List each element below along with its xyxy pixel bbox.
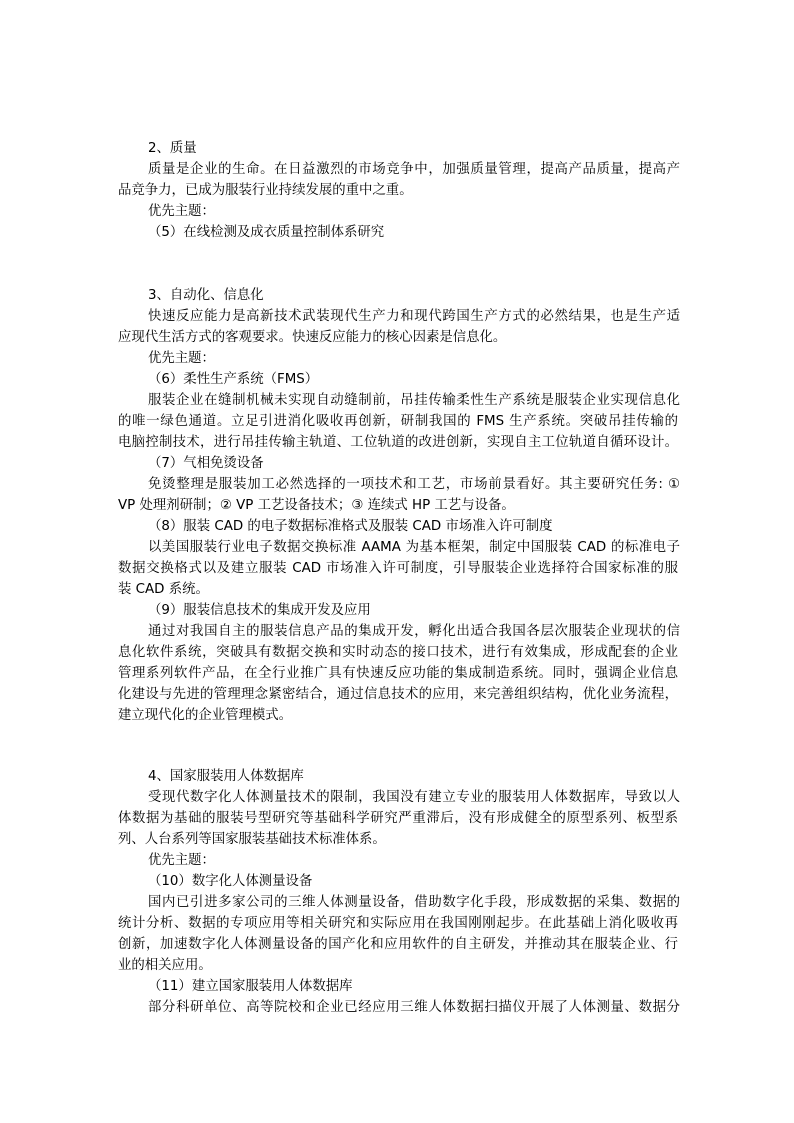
paragraph-line: 业的相关应用。	[118, 958, 212, 973]
paragraph-line: 的唯一绿色通道。立足引进消化吸收再创新，研制我国的 FMS 生产系统。突破吊挂传输的	[118, 414, 678, 429]
paragraph-line: 息化软件系统，突破具有数据交换和实时动态的接口技术，进行有效集成，形成配套的企业	[118, 645, 678, 660]
paragraph-line: 以美国服装行业电子数据交换标准 AAMA 为基本框架，制定中国服装 CAD 的标准电子	[148, 540, 680, 555]
paragraph-line: 品竞争力，已成为服装行业持续发展的重中之重。	[118, 183, 413, 198]
paragraph-line: VP 处理剂研制；② VP 工艺设备技术；③ 连续式 HP 工艺与设备。	[118, 498, 515, 513]
paragraph-line: 数据交换格式以及建立服装 CAD 市场准入许可制度，引导服装企业选择符合国家标准的服	[118, 561, 678, 576]
paragraph-line: 创新，加速数字化人体测量设备的国产化和应用软件的自主研发，并推动其在服装企业、行	[118, 937, 678, 952]
topic-heading: （11）建立国家服装用人体数据库	[148, 979, 353, 994]
topic-heading: （6）柔性生产系统（FMS）	[148, 372, 319, 387]
topic-heading: （9）服装信息技术的集成开发及应用	[148, 603, 371, 618]
paragraph-line: 列、人台系列等国家服装基础技术标准体系。	[118, 832, 386, 847]
paragraph-line: 国内已引进多家公司的三维人体测量设备，借助数字化手段，形成数据的采集、数据的	[148, 895, 680, 910]
paragraph-line: 建立现代化的企业管理模式。	[118, 708, 293, 723]
paragraph-line: 统计分析、数据的专项应用等相关研究和实际应用在我国刚刚起步。在此基础上消化吸收再	[118, 916, 678, 931]
paragraph-line: 快速反应能力是高新技术武装现代生产力和现代跨国生产方式的必然结果，也是生产适	[148, 309, 680, 324]
section-heading-automation: 3、自动化、信息化	[148, 288, 264, 303]
priority-label: 优先主题：	[148, 204, 215, 219]
paragraph-line: 部分科研单位、高等院校和企业已经应用三维人体数据扫描仪开展了人体测量、数据分	[148, 1000, 680, 1015]
topic-heading: （10）数字化人体测量设备	[148, 874, 313, 889]
paragraph-line: 体数据为基础的服装号型研究等基础科学研究严重滞后，没有形成健全的原型系列、板型系	[118, 811, 678, 826]
paragraph-line: 电脑控制技术，进行吊挂传输主轨道、工位轨道的改进创新，实现自主工位轨道自循环设计。	[118, 435, 678, 450]
topic-heading: （7）气相免烫设备	[148, 456, 264, 471]
priority-label: 优先主题：	[148, 351, 215, 366]
paragraph-line: 通过对我国自主的服装信息产品的集成开发，孵化出适合我国各层次服装企业现状的信	[148, 624, 680, 639]
section-heading-quality: 2、质量	[148, 141, 197, 156]
paragraph-line: 质量是企业的生命。在日益激烈的市场竞争中，加强质量管理，提高产品质量，提高产	[148, 162, 680, 177]
paragraph-line: 管理系列软件产品，在全行业推广具有快速反应功能的集成制造系统。同时，强调企业信息	[118, 666, 678, 681]
section-heading-body-database: 4、国家服装用人体数据库	[148, 769, 304, 784]
paragraph-line: 装 CAD 系统。	[118, 582, 209, 597]
paragraph-line: 免烫整理是服装加工必然选择的一项技术和工艺，市场前景看好。其主要研究任务: ①	[148, 477, 680, 492]
topic-heading: （5）在线检测及成衣质量控制体系研究	[148, 225, 385, 240]
paragraph-line: 受现代数字化人体测量技术的限制，我国没有建立专业的服装用人体数据库，导致以人	[148, 790, 680, 805]
topic-heading: （8）服装 CAD 的电子数据标准格式及服装 CAD 市场准入许可制度	[148, 519, 553, 534]
paragraph-line: 服装企业在缝制机械未实现自动缝制前，吊挂传输柔性生产系统是服装企业实现信息化	[148, 393, 680, 408]
priority-label: 优先主题：	[148, 853, 215, 868]
paragraph-line: 应现代生活方式的客观要求。快速反应能力的核心因素是信息化。	[118, 330, 507, 345]
paragraph-line: 化建设与先进的管理理念紧密结合，通过信息技术的应用，来完善组织结构，优化业务流程，	[118, 687, 678, 702]
